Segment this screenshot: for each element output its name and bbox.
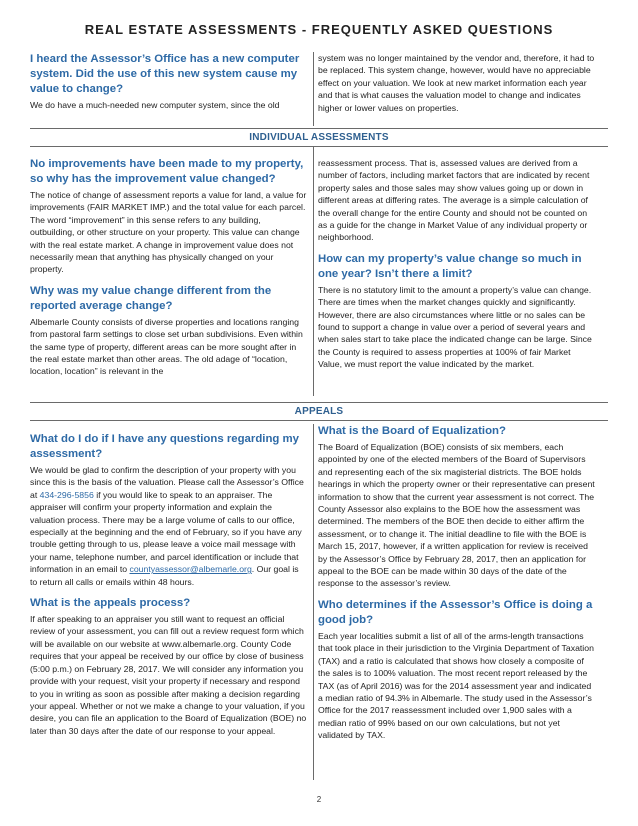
- appeals-section: [30, 424, 608, 780]
- page-number: 2: [316, 795, 322, 804]
- section-divider: [30, 420, 608, 421]
- intro-section: [30, 52, 608, 126]
- individual-left-column: [30, 157, 307, 378]
- section-divider: [30, 402, 608, 403]
- question-improvement-value: No improvements have been made to my property, so why has the improvement value changed?: [30, 158, 304, 185]
- question-assessment-questions: What do I do if I have any questions regarding my assessment?: [30, 433, 299, 460]
- answer-value-change-average: Albemarle County consists of diverse properties and locations ranging from pastoral farm settings to close set urban subdivisions. Even within the same type of property, different areas can be more sought after in the real estate market than other areas. The old adage of “location, location, location” is relevant in the: [30, 316, 303, 377]
- answer-assessment-questions: [30, 464, 307, 588]
- question-board-of-equalization: What is the Board of Equalization?: [318, 425, 506, 437]
- answer-value-change-average-continued: reassessment process. That is, assessed values are derived from a number of factors, including market factors that are indicated by recent property sales and those sales may show values going up or down in different areas at differing rates. The average is a simple calculation of the overall change for the entire County and should not be counted on as a guide for the change in Market Value of any individual property or neighborhood.: [318, 158, 590, 243]
- appeals-right-column: [318, 424, 595, 742]
- individual-right-column: [318, 157, 595, 371]
- question-new-system: I heard the Assessor’s Office has a new computer system. Did the use of this new system cause my value to change?: [30, 53, 300, 95]
- answer-value-change-limit: There is no statutory limit to the amount a property’s value can change. There are times when the market changes quickly and significantly. However, there are also circumstances where little or no sales can be found to support a change in value over a period of several years and when sales start to take place the indicated change can be large. Since the County is required to assess properties at 100% of fair Market Value, we must report the value indicated by the market.: [318, 284, 592, 370]
- phone-number[interactable]: 434-296-5856: [39, 489, 94, 500]
- email-link[interactable]: countyassessor@albemarle.org: [129, 564, 252, 575]
- answer-improvement-value: The notice of change of assessment reports a value for land, a value for improvements (FAIR MARKET IMP.) and the total value for each parcel. The word “improvement” in this sense refers to any building, outbuilding, or other structure on your property. This value can change with the real estate market. A change in improvement value does not necessarily mean that anything has physically changed on your property.: [30, 190, 307, 275]
- answer-appeals-process: If after speaking to an appraiser you still want to request an official review of your assessment, you can fill out a review request form which will be available on our website at www.albemarle.org. County Code requires that your appeal be received by our office by close of business (5:00 p.m.) on February 28, 2017. We will consider any information you provide with your request, visit your property if necessary and respond to you in writing as soon as possible after making a decision regarding your appeal. Whether or not we make a change to your valuation, if you desire, you can file an application to the Board of Equalization (BOE) no later than 30 days after the date of our response to your appeal.: [30, 614, 307, 736]
- answer-text: We would be glad to confirm the description of your property with you since this is the basis of the valuation. Please call the Assessor’s Office at: [30, 465, 304, 500]
- column-divider: [313, 52, 314, 126]
- intro-left-column: [30, 52, 307, 111]
- answer-board-of-equalization: The Board of Equalization (BOE) consists of six members, each appointed by one of the elected members of the Board of Supervisors and representing each of the six magisterial districts. The BOE holds hearings in which the property owner or their representative can present information to show that the current year assessment is not correct. The County Assessor also explains to the BOE how the assessment was determined. The members of the BOE then decide to either affirm the assessment, or to change it. The initial deadline to file with the BOE is March 15, 2017, however, if a written application for review is received by the Assessor’s Office by February 28, 2017, then an application for appeal to the BOE can be made within 30 days of the date of the response to the assessor’s review.: [318, 442, 595, 589]
- answer-new-system: We do have a much-needed new computer system, since the old: [30, 100, 280, 110]
- answer-new-system-continued: system was no longer maintained by the vendor and, therefore, it had to be replaced. This system change, however, would have no appreciable effect on your valuation. We look at new market information each year and that is what causes the valuation model to change and indicates higher or lower values on properties.: [318, 53, 595, 113]
- appeals-left-column: [30, 432, 307, 737]
- question-value-change-average: Why was my value change different from the reported average change?: [30, 284, 272, 312]
- section-heading-individual-assessments: INDIVIDUAL ASSESSMENTS: [249, 132, 389, 143]
- individual-assessments-section: [30, 157, 608, 407]
- section-divider: [30, 128, 608, 129]
- answer-office-performance: Each year localities submit a list of all of the arms-length transactions that took place in their jurisdiction to the Virginia Department of Taxation (TAX) and a ratio is calculated that shows how closely a composite of the sales is to 100% valuation. The most recent report released by the TAX (as of April 2016) was for the 2014 assessment year and indicated a median ratio of 94.3% in Albemarle. The study used in the Assessor’s Office for the 2017 reassessment included over 1,900 sales with a median ratio of 99% based on our own calculations, but not yet validated by TAX.: [318, 630, 594, 741]
- page-title: REAL ESTATE ASSESSMENTS - FREQUENTLY ASKED QUESTIONS: [84, 22, 554, 37]
- question-value-change-limit: How can my property’s value change so much in one year? Isn’t there a limit?: [318, 252, 582, 280]
- section-heading-appeals: APPEALS: [294, 406, 344, 417]
- answer-text: . Our goal is to return all calls or emails within 48 hours.: [30, 564, 299, 587]
- question-office-performance: Who determines if the Assessor’s Office is doing a good job?: [318, 598, 593, 626]
- answer-text: if you would like to speak to an appraiser. The appraiser will confirm your property information and explain the valuation process. There may be a large volume of calls to our office, especially at the beginning and the end of February, so if you have any trouble getting through to us, please leave a voice mail message with your name, telephone number, and parcel identification or include that information in an email to: [30, 489, 302, 575]
- column-divider: [313, 424, 314, 780]
- column-divider: [313, 146, 314, 396]
- question-appeals-process: What is the appeals process?: [30, 597, 191, 610]
- section-divider: [30, 146, 608, 147]
- intro-right-column: [318, 52, 595, 114]
